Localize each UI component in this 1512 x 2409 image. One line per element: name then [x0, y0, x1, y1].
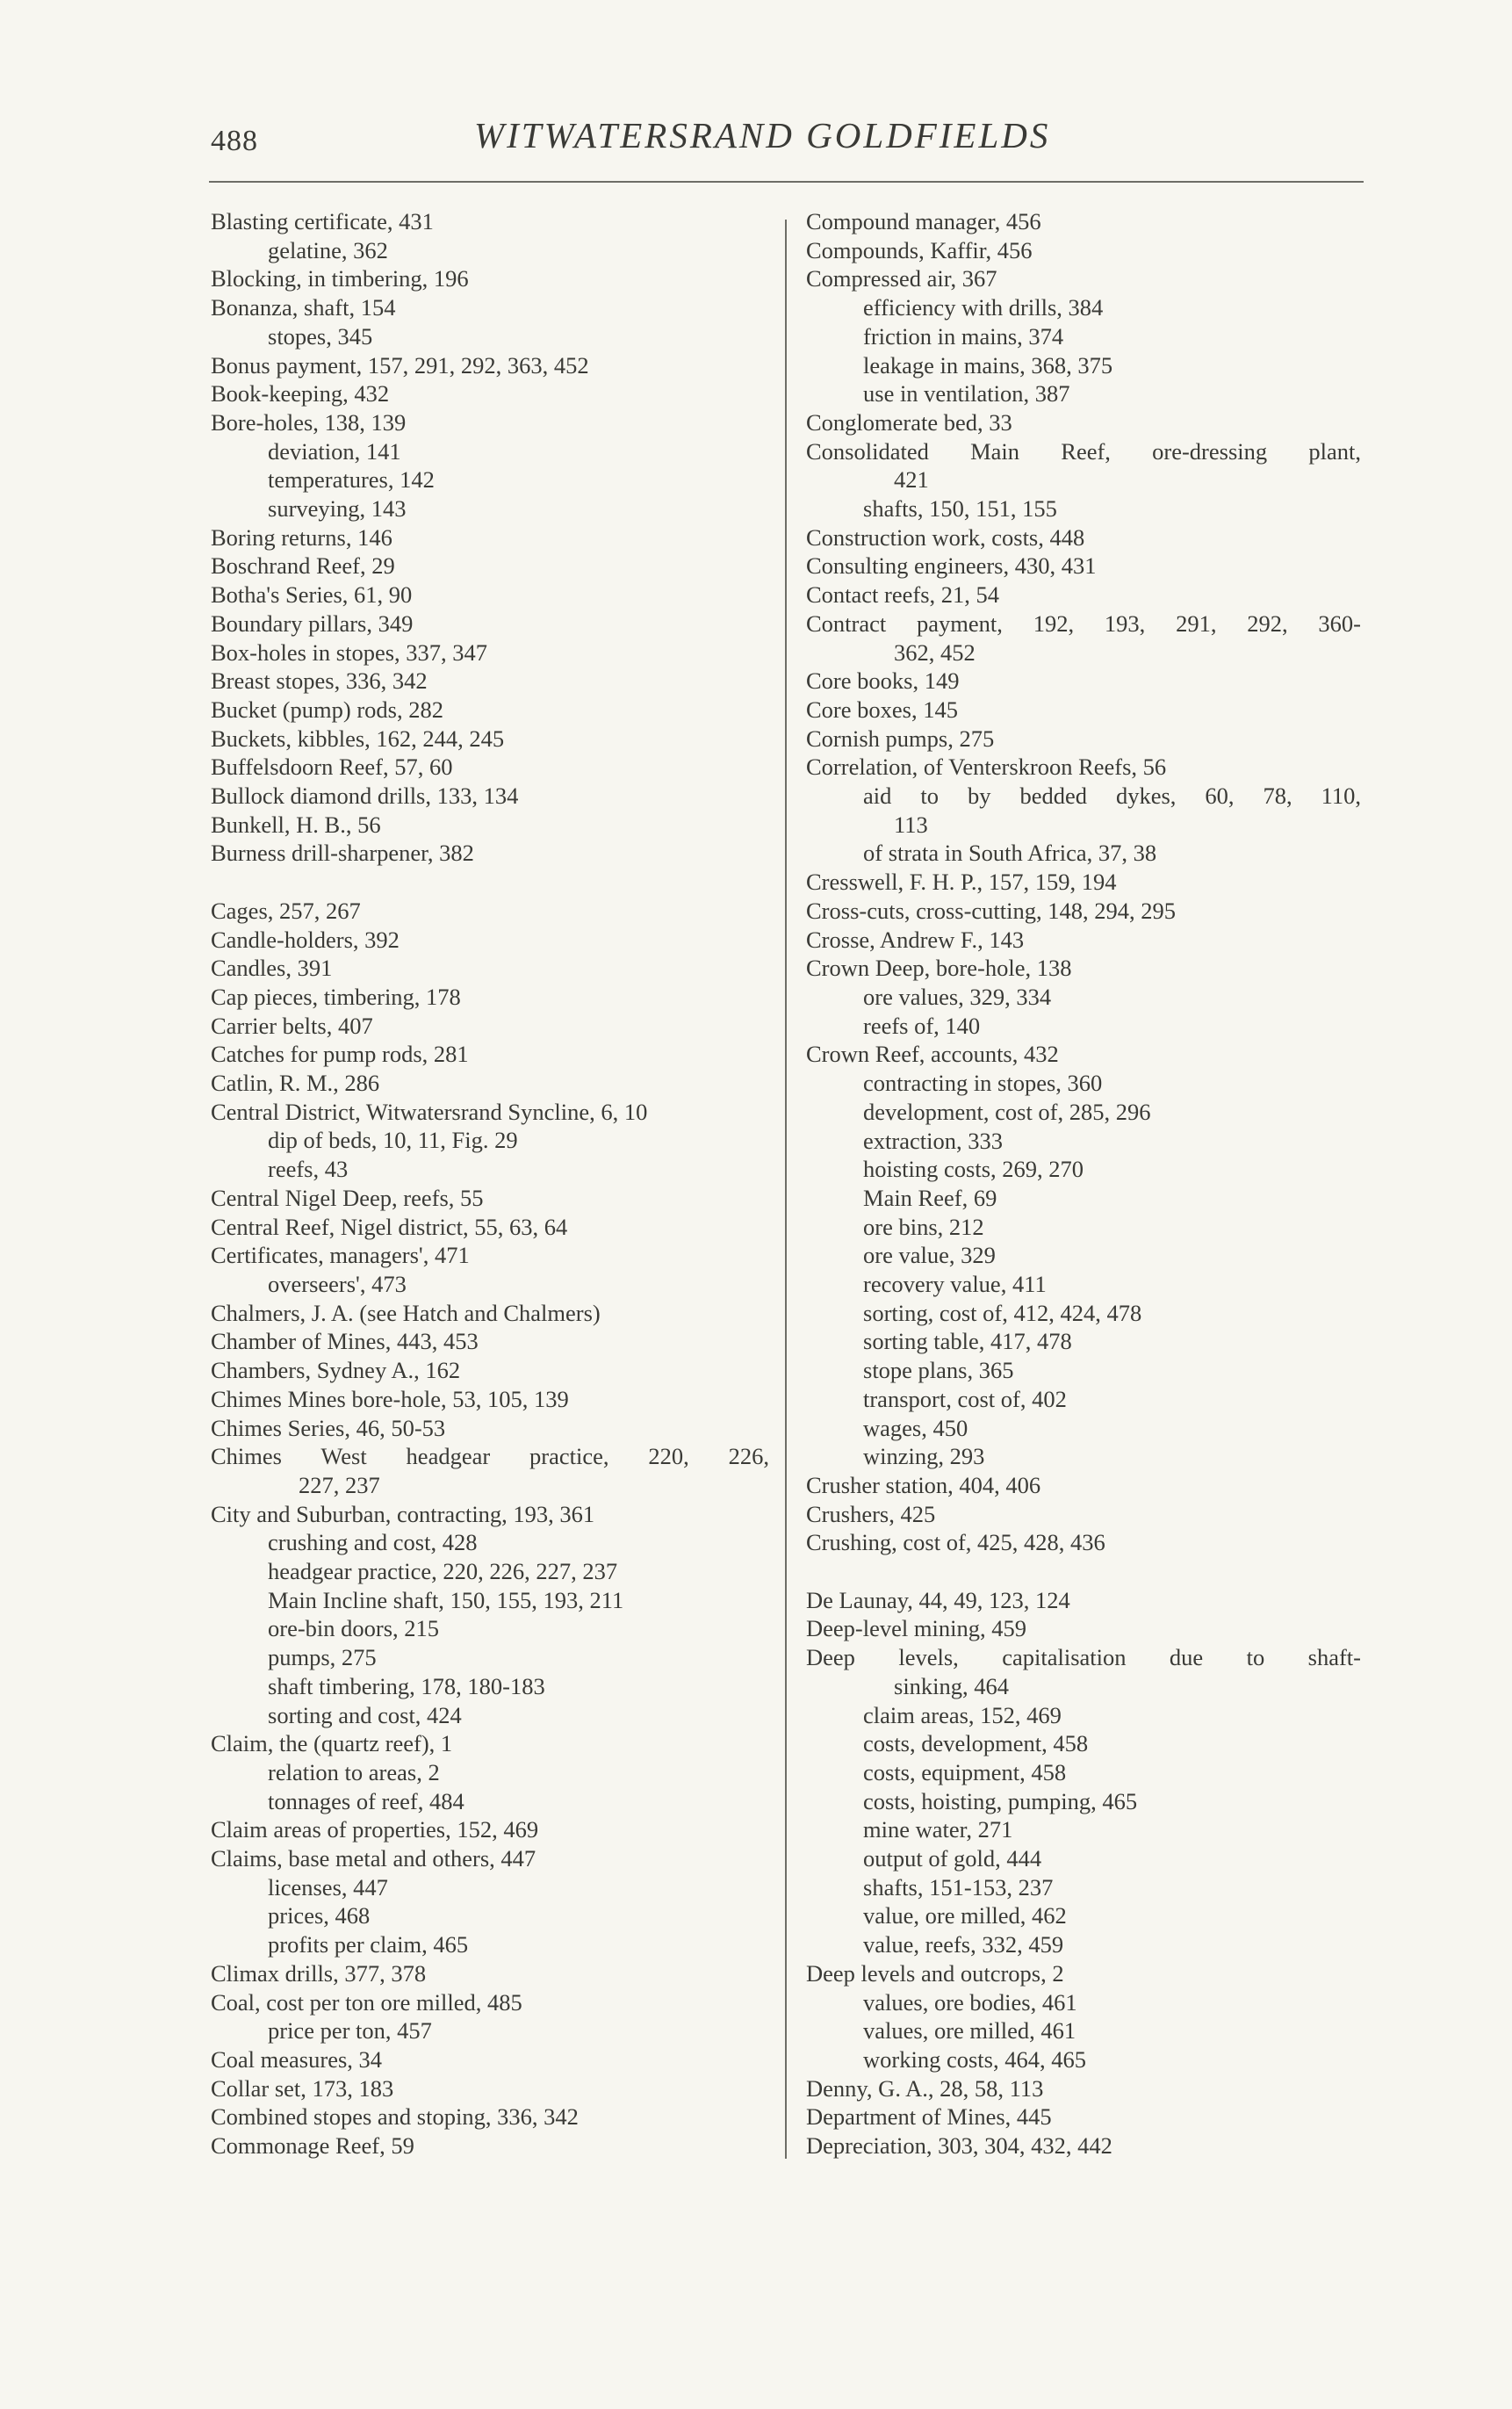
index-subentry: ore bins, 212	[863, 1213, 984, 1240]
index-subentry: stope plans, 365	[863, 1357, 1014, 1384]
header-rule	[209, 181, 1364, 183]
index-subentry: of strata in South Africa, 37, 38	[863, 840, 1157, 867]
index-entry: Candle-holders, 392	[211, 926, 400, 953]
index-entry: Compound manager, 456	[806, 208, 1041, 234]
index-subentry: gelatine, 362	[268, 236, 388, 263]
index-subentry: sorting, cost of, 412, 424, 478	[863, 1299, 1142, 1326]
index-subentry: efficiency with drills, 384	[863, 294, 1104, 321]
index-subentry: wages, 450	[863, 1414, 968, 1441]
index-entry: Blasting certificate, 431	[211, 208, 434, 234]
index-entry: Core books, 149	[806, 667, 960, 695]
index-subentry: costs, equipment, 458	[863, 1758, 1067, 1785]
index-subentry: claim areas, 152, 469	[863, 1701, 1062, 1728]
index-subentry: aid to by bedded dykes, 60, 78, 110,	[863, 783, 1361, 810]
index-subentry: relation to areas, 2	[268, 1758, 440, 1785]
index-entry: Coal, cost per ton ore milled, 485	[211, 1988, 522, 2016]
index-subentry: shaft timbering, 178, 180-183	[268, 1672, 545, 1699]
index-subentry: licenses, 447	[268, 1873, 388, 1901]
index-subentry: mine water, 271	[863, 1816, 1013, 1843]
index-subentry: shafts, 151-153, 237	[863, 1873, 1054, 1901]
index-entry: Deep-level mining, 459	[806, 1615, 1026, 1642]
index-subentry: tonnages of reef, 484	[268, 1787, 464, 1814]
index-entry: Boundary pillars, 349	[211, 609, 414, 637]
index-entry: Chamber of Mines, 443, 453	[211, 1328, 479, 1355]
index-entry: Collar set, 173, 183	[211, 2074, 394, 2102]
index-entry: Crown Reef, accounts, 432	[806, 1041, 1059, 1068]
index-subentry: use in ventilation, 387	[863, 380, 1070, 408]
index-entry: Chimes West headgear practice, 220, 226,	[211, 1443, 769, 1470]
index-subentry: contracting in stopes, 360	[863, 1070, 1103, 1097]
section-gap	[211, 868, 769, 897]
index-entry: Crown Deep, bore-hole, 138	[806, 955, 1072, 982]
index-entry: Cornish pumps, 275	[806, 725, 995, 752]
index-entry: Deep levels, capitalisation due to shaft-	[806, 1644, 1361, 1671]
index-entry: Boschrand Reef, 29	[211, 552, 395, 580]
index-entry: Consulting engineers, 430, 431	[806, 552, 1097, 580]
index-subentry: sorting table, 417, 478	[863, 1328, 1072, 1355]
index-subentry: leakage in mains, 368, 375	[863, 351, 1113, 379]
index-entry-continuation: sinking, 464	[894, 1672, 1010, 1699]
index-entry: Buffelsdoorn Reef, 57, 60	[211, 754, 453, 781]
index-entry: Catlin, R. M., 286	[211, 1070, 380, 1097]
index-subentry: profits per claim, 465	[268, 1931, 469, 1958]
index-entry: Combined stopes and stoping, 336, 342	[211, 2103, 579, 2131]
index-entry: Cages, 257, 267	[211, 897, 361, 924]
index-subentry: headgear practice, 220, 226, 227, 237	[268, 1558, 618, 1585]
index-entry: Bonus payment, 157, 291, 292, 363, 452	[211, 351, 589, 379]
index-entry: Correlation, of Venterskroon Reefs, 56	[806, 754, 1167, 781]
index-entry: Cross-cuts, cross-cutting, 148, 294, 295	[806, 897, 1177, 924]
index-entry: Crosse, Andrew F., 143	[806, 926, 1025, 953]
index-entry: Conglomerate bed, 33	[806, 408, 1012, 436]
index-subentry: temperatures, 142	[268, 466, 435, 494]
index-entry: Burness drill-sharpener, 382	[211, 840, 474, 867]
index-subentry: ore-bin doors, 215	[268, 1615, 440, 1642]
index-entry: Claim, the (quartz reef), 1	[211, 1730, 453, 1757]
index-entry-continuation: 421	[894, 466, 929, 494]
index-entry-continuation: 113	[894, 811, 928, 838]
index-subentry: values, ore bodies, 461	[863, 1988, 1077, 2016]
index-entry: Book-keeping, 432	[211, 380, 390, 408]
index-subentry: values, ore milled, 461	[863, 2017, 1076, 2045]
index-entry: Central Reef, Nigel district, 55, 63, 64	[211, 1213, 568, 1240]
index-subentry: development, cost of, 285, 296	[863, 1098, 1151, 1125]
index-entry: Chalmers, J. A. (see Hatch and Chalmers)	[211, 1299, 601, 1326]
index-subentry: extraction, 333	[863, 1127, 1003, 1154]
index-entry: Breast stopes, 336, 342	[211, 667, 428, 695]
index-subentry: transport, cost of, 402	[863, 1385, 1067, 1412]
index-entry: Carrier belts, 407	[211, 1012, 373, 1039]
index-entry: Certificates, managers', 471	[211, 1242, 470, 1269]
index-entry: Compounds, Kaffir, 456	[806, 236, 1033, 263]
index-subentry: value, reefs, 332, 459	[863, 1931, 1064, 1958]
index-entry: Bullock diamond drills, 133, 134	[211, 783, 519, 810]
index-subentry: dip of beds, 10, 11, Fig. 29	[268, 1127, 518, 1154]
index-entry: Central Nigel Deep, reefs, 55	[211, 1184, 484, 1211]
index-subentry: working costs, 464, 465	[863, 2045, 1086, 2073]
index-subentry: reefs of, 140	[863, 1012, 981, 1039]
index-column-right	[806, 207, 1361, 2160]
index-entry: Bore-holes, 138, 139	[211, 408, 407, 436]
index-entry: Box-holes in stopes, 337, 347	[211, 638, 488, 666]
index-entry: Contract payment, 192, 193, 291, 292, 360-	[806, 609, 1361, 637]
index-subentry: surveying, 143	[268, 495, 407, 523]
index-entry: Catches for pump rods, 281	[211, 1041, 469, 1068]
index-subentry: Main Reef, 69	[863, 1184, 997, 1211]
index-entry: Consolidated Main Reef, ore-dressing plant,	[806, 437, 1361, 465]
index-entry: Bonanza, shaft, 154	[211, 294, 396, 321]
index-entry: Depreciation, 303, 304, 432, 442	[806, 2132, 1112, 2160]
index-subentry: winzing, 293	[863, 1443, 985, 1470]
column-rule	[785, 220, 787, 2159]
index-column-left	[211, 207, 769, 2160]
index-entry: Department of Mines, 445	[806, 2103, 1052, 2131]
index-entry: Crushing, cost of, 425, 428, 436	[806, 1529, 1105, 1556]
index-entry: Central District, Witwatersrand Syncline, 6, 10	[211, 1098, 648, 1125]
index-subentry: costs, hoisting, pumping, 465	[863, 1787, 1138, 1814]
index-entry: Cresswell, F. H. P., 157, 159, 194	[806, 869, 1117, 896]
index-entry: Buckets, kibbles, 162, 244, 245	[211, 725, 505, 752]
index-subentry: costs, development, 458	[863, 1730, 1089, 1757]
running-title: WITWATERSRAND GOLDFIELDS	[474, 115, 1051, 155]
index-entry: Bucket (pump) rods, 282	[211, 696, 443, 723]
index-subentry: sorting and cost, 424	[268, 1701, 462, 1728]
index-entry: Commonage Reef, 59	[211, 2132, 414, 2160]
index-entry: Botha's Series, 61, 90	[211, 581, 413, 609]
index-entry: De Launay, 44, 49, 123, 124	[806, 1586, 1070, 1613]
index-entry: Coal measures, 34	[211, 2045, 383, 2073]
index-entry: Construction work, costs, 448	[806, 523, 1085, 551]
index-subentry: pumps, 275	[268, 1644, 377, 1671]
index-entry: Contact reefs, 21, 54	[806, 581, 1000, 609]
index-entry: Claim areas of properties, 152, 469	[211, 1816, 539, 1843]
index-subentry: hoisting costs, 269, 270	[863, 1156, 1084, 1183]
index-subentry: friction in mains, 374	[863, 322, 1064, 350]
index-entry: Compressed air, 367	[806, 265, 997, 292]
index-subentry: crushing and cost, 428	[268, 1529, 478, 1556]
index-entry: Climax drills, 377, 378	[211, 1959, 427, 1987]
index-subentry: output of gold, 444	[863, 1845, 1042, 1872]
index-entry: Candles, 391	[211, 955, 333, 982]
index-entry: Chambers, Sydney A., 162	[211, 1357, 461, 1384]
index-subentry: prices, 468	[268, 1902, 371, 1929]
index-entry: Cap pieces, timbering, 178	[211, 983, 461, 1010]
index-subentry: price per ton, 457	[268, 2017, 432, 2045]
index-subentry: ore value, 329	[863, 1242, 996, 1269]
index-subentry: Main Incline shaft, 150, 155, 193, 211	[268, 1586, 624, 1613]
section-gap	[806, 1557, 1361, 1586]
index-entry-continuation: 362, 452	[894, 638, 976, 666]
index-entry: Claims, base metal and others, 447	[211, 1845, 536, 1872]
index-entry: Crushers, 425	[806, 1500, 936, 1527]
index-subentry: recovery value, 411	[863, 1271, 1047, 1298]
index-entry: Crusher station, 404, 406	[806, 1471, 1041, 1498]
index-subentry: deviation, 141	[268, 437, 401, 465]
index-entry: Deep levels and outcrops, 2	[806, 1959, 1064, 1987]
index-entry: Bunkell, H. B., 56	[211, 811, 381, 838]
index-entry: City and Suburban, contracting, 193, 361	[211, 1500, 595, 1527]
index-entry: Chimes Series, 46, 50-53	[211, 1414, 446, 1441]
index-entry: Boring returns, 146	[211, 523, 392, 551]
page-number: 488	[211, 125, 258, 157]
index-subentry: reefs, 43	[268, 1156, 349, 1183]
index-entry: Blocking, in timbering, 196	[211, 265, 469, 292]
index-subentry: value, ore milled, 462	[863, 1902, 1067, 1929]
index-subentry: overseers', 473	[268, 1271, 407, 1297]
index-entry: Chimes Mines bore-hole, 53, 105, 139	[211, 1385, 569, 1412]
index-subentry: shafts, 150, 151, 155	[863, 495, 1057, 523]
index-subentry: stopes, 345	[268, 322, 373, 350]
index-entry: Core boxes, 145	[806, 696, 958, 723]
index-entry-continuation: 227, 237	[299, 1471, 380, 1498]
index-subentry: ore values, 329, 334	[863, 983, 1052, 1010]
index-entry: Denny, G. A., 28, 58, 113	[806, 2074, 1044, 2102]
